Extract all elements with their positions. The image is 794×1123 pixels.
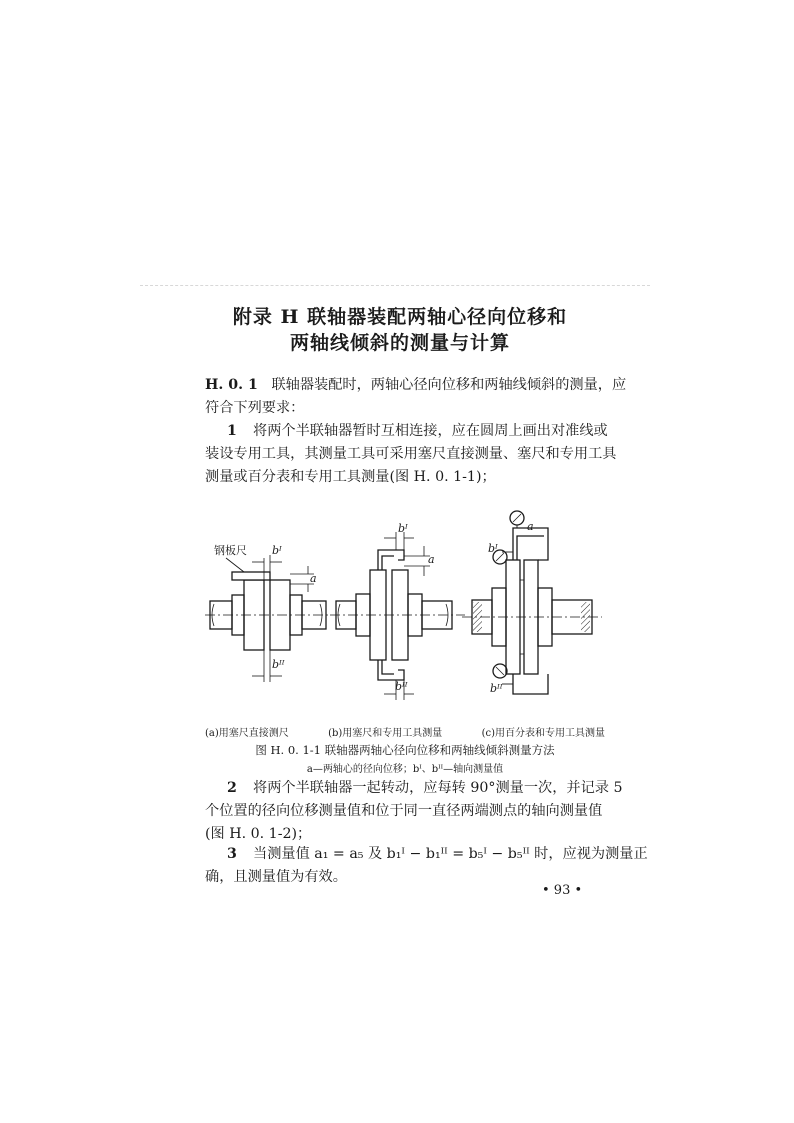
label-b2-b: bᴵᴵ	[395, 680, 408, 693]
item-3-line1: 当测量值 a₁ = a₅ 及 b₁ᴵ − b₁ᴵᴵ = b₅ᴵ − b₅ᴵᴵ 时，应视为测量正	[253, 846, 648, 862]
figure-legend: a—两轴心的径向位移；bᴵ、bᴵᴵ—轴向测量值	[306, 764, 504, 775]
label-b2-c: bᴵᴵ	[490, 682, 503, 695]
item-1-line2: 装设专用工具，其测量工具可采用塞尺直接测量、塞尺和专用工具	[205, 446, 617, 462]
item-3-line2: 确，且测量值为有效。	[205, 869, 347, 885]
item-number: 3	[227, 846, 237, 862]
subcaption-a: (a)用塞尺直接测尺	[205, 728, 289, 739]
item-2-line3: (图 H. 0. 1-2)；	[205, 826, 312, 842]
appendix-title-line1: 附录 H 联轴器装配两轴心径向位移和	[232, 306, 568, 328]
label-a-a: a	[310, 572, 317, 585]
label-b1-b: bᴵ	[398, 522, 408, 535]
subcaption-c: (c)用百分表和专用工具测量	[481, 728, 605, 739]
label-b1-a: bᴵ	[272, 544, 282, 557]
item-number: 2	[227, 780, 237, 796]
page-number: • 93 •	[542, 883, 583, 898]
section-intro-line2: 符合下列要求：	[205, 400, 305, 416]
label-a-b: a	[428, 553, 435, 566]
label-b1-c: bᴵ	[488, 542, 498, 555]
appendix-title-line2: 两轴线倾斜的测量与计算	[289, 332, 510, 354]
label-a-c: a	[527, 520, 534, 533]
label-b2-a: bᴵᴵ	[272, 658, 285, 671]
diagram-c	[462, 511, 602, 694]
label-ruler: 钢板尺	[214, 544, 247, 557]
item-2-line1: 将两个半联轴器一起转动，应每转 90°测量一次，并记录 5	[253, 780, 623, 796]
item-2	[205, 777, 623, 846]
item-2-line2: 个位置的径向位移测量值和位于同一直径两端测点的轴向测量值	[205, 803, 603, 819]
item-1-line3: 测量或百分表和专用工具测量(图 H. 0. 1-1)；	[205, 469, 496, 485]
figure-caption: 图 H. 0. 1-1 联轴器两轴心径向位移和两轴线倾斜测量方法	[255, 743, 555, 757]
section-intro-line1: 联轴器装配时，两轴心径向位移和两轴线倾斜的测量，应	[271, 377, 627, 393]
item-1-line1: 将两个半联轴器暂时互相连接，应在圆周上画出对准线或	[253, 423, 608, 439]
item-number: 1	[227, 423, 237, 439]
section-number: H. 0. 1	[205, 377, 258, 393]
figure-subcaptions	[205, 724, 605, 739]
diagram-b	[330, 532, 465, 700]
subcaption-b: (b)用塞尺和专用工具测量	[328, 728, 443, 739]
